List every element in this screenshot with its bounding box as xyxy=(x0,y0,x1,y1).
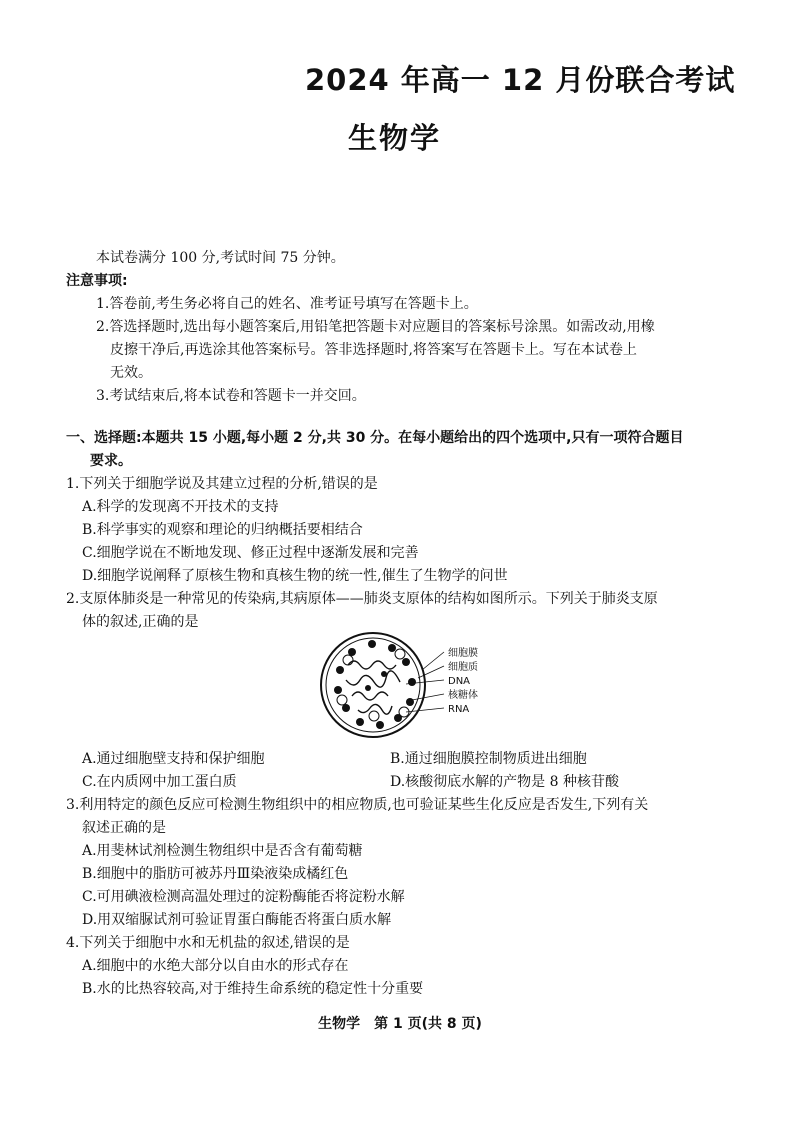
exam-title: 2024 年高一 12 月份联合考试 xyxy=(305,63,736,97)
label-cell-membrane: 细胞膜 xyxy=(448,648,478,659)
section-heading-cont: 要求。 xyxy=(90,453,132,469)
question-4-option-a: A.细胞中的水绝大部分以自由水的形式存在 xyxy=(82,958,349,974)
question-4-stem: 4.下列关于细胞中水和无机盐的叙述,错误的是 xyxy=(66,935,350,951)
question-3-stem-cont: 叙述正确的是 xyxy=(82,820,166,836)
question-1-option-a: A.科学的发现离不开技术的支持 xyxy=(82,499,279,515)
question-3-option-b: B.细胞中的脂肪可被苏丹Ⅲ染液染成橘红色 xyxy=(82,866,349,882)
note-item: 皮擦干净后,再选涂其他答案标号。答非选择题时,将答案写在答题卡上。写在本试卷上 xyxy=(110,342,637,358)
question-2-option-a: A.通过细胞壁支持和保护细胞 xyxy=(82,751,265,767)
question-4-option-b: B.水的比热容较高,对于维持生命系统的稳定性十分重要 xyxy=(82,981,424,997)
question-2-option-c: C.在内质网中加工蛋白质 xyxy=(82,774,237,790)
note-item: 2.答选择题时,选出每小题答案后,用铅笔把答题卡对应题目的答案标号涂黑。如需改动,用橡 xyxy=(96,319,655,335)
question-3-stem: 3.利用特定的颜色反应可检测生物组织中的相应物质,也可验证某些生化反应是否发生,下列有关 xyxy=(66,797,649,813)
question-1-option-d: D.细胞学说阐释了原核生物和真核生物的统一性,催生了生物学的问世 xyxy=(82,568,508,584)
label-cytoplasm: 细胞质 xyxy=(448,662,478,673)
question-1-option-c: C.细胞学说在不断地发现、修正过程中逐渐发展和完善 xyxy=(82,545,419,561)
question-2-stem-cont: 体的叙述,正确的是 xyxy=(82,614,199,630)
question-3-option-c: C.可用碘液检测高温处理过的淀粉酶能否将淀粉水解 xyxy=(82,889,405,905)
note-item: 3.考试结束后,将本试卷和答题卡一并交回。 xyxy=(96,388,366,404)
question-2-option-b: B.通过细胞膜控制物质进出细胞 xyxy=(390,751,587,767)
question-1-stem: 1.下列关于细胞学说及其建立过程的分析,错误的是 xyxy=(66,476,378,492)
note-item: 无效。 xyxy=(110,365,152,381)
question-2-stem: 2.支原体肺炎是一种常见的传染病,其病原体——肺炎支原体的结构如图所示。下列关于肺炎支原 xyxy=(66,591,658,607)
question-2-option-d: D.核酸彻底水解的产物是 8 种核苷酸 xyxy=(390,774,619,790)
label-dna: DNA xyxy=(448,676,471,687)
label-rna: RNA xyxy=(448,704,470,715)
section-heading: 一、选择题:本题共 15 小题,每小题 2 分,共 30 分。在每小题给出的四个选项中,只有一项符合题目 xyxy=(66,430,684,446)
notes-heading: 注意事项: xyxy=(66,273,128,289)
question-3-option-d: D.用双缩脲试剂可验证胃蛋白酶能否将蛋白质水解 xyxy=(82,912,392,928)
question-1-option-b: B.科学事实的观察和理论的归纳概括要相结合 xyxy=(82,522,363,538)
page-footer: 生物学 第 1 页(共 8 页) xyxy=(318,1016,482,1032)
label-ribosome: 核糖体 xyxy=(448,690,478,701)
question-3-option-a: A.用斐林试剂检测生物组织中是否含有葡萄糖 xyxy=(82,843,363,859)
exam-subject: 生物学 xyxy=(348,121,442,155)
mycoplasma-structure-figure xyxy=(318,630,508,740)
exam-intro: 本试卷满分 100 分,考试时间 75 分钟。 xyxy=(96,250,345,266)
note-item: 1.答卷前,考生务必将自己的姓名、准考证号填写在答题卡上。 xyxy=(96,296,478,312)
